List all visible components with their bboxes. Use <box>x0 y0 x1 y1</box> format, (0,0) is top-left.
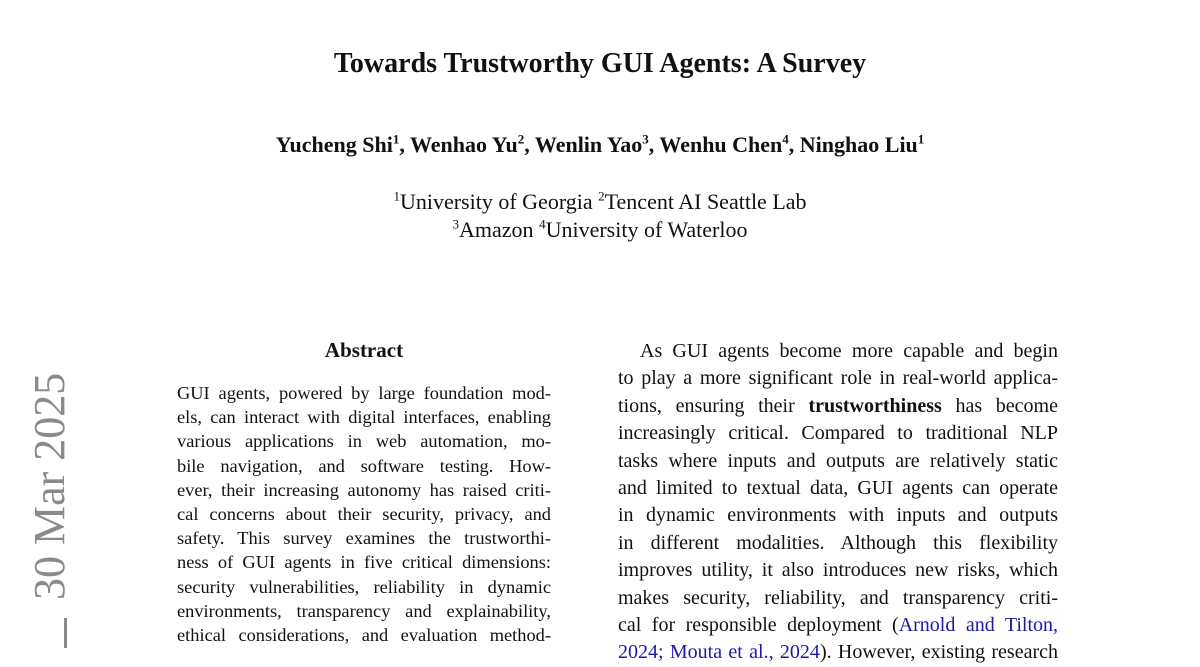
abstract-line: ever, their increasing autonomy has raised criti- <box>177 479 551 500</box>
abstract-line: security vulnerabilities, reliability in dynamic <box>177 576 551 597</box>
paper-title: Towards Trustworthy GUI Agents: A Survey <box>333 48 867 79</box>
arxiv-sidebar <box>25 372 74 648</box>
abstract-line: cal concerns about their security, privacy, and <box>177 503 551 524</box>
affiliations-line-1: $^1$University of Georgia $^2$Tencent AI Seattle Lab <box>393 188 807 214</box>
abstract-line: environments, transparency and explainability, <box>177 600 551 621</box>
intro-line: to play a more significant role in real-world applica- <box>618 367 1058 390</box>
intro-line: improves utility, it also introduces new risks, which <box>618 559 1058 582</box>
abstract-heading: Abstract <box>324 338 404 362</box>
sidebar-divider <box>64 618 67 648</box>
abstract-line: ethical considerations, and evaluation method- <box>177 624 551 645</box>
intro-line: 2024; Mouta et al., 2024). However, existing research <box>618 641 1059 664</box>
abstract-line: safety. This survey examines the trustworthi- <box>177 528 551 549</box>
author: Wenhao Yu$^2$, <box>409 131 535 157</box>
author: Wenlin Yao$^3$, <box>534 131 660 157</box>
intro-line: and limited to textual data, GUI agents can operate <box>618 476 1058 499</box>
intro-line: in different modalities. Although this flexibility <box>618 531 1058 554</box>
intro-line: cal for responsible deployment (Arnold and Tilton, <box>618 613 1059 636</box>
abstract-line: various applications in web automation, mo- <box>177 431 551 452</box>
author: Wenhu Chen$^4$, <box>659 131 800 157</box>
intro-line: in dynamic environments with inputs and outputs <box>618 504 1058 527</box>
abstract-line: els, can interact with digital interfaces, enabling <box>177 407 551 428</box>
emphasis-trustworthiness: trustworthiness <box>808 394 942 417</box>
citation-link[interactable]: 2024; Mouta et al., 2024 <box>618 641 820 664</box>
abstract-line: GUI agents, powered by large foundation mod- <box>177 383 551 403</box>
author: Yucheng Shi$^1$, <box>275 131 410 157</box>
citation-link[interactable]: Arnold and Tilton, <box>898 613 1059 636</box>
intro-line: As GUI agents become more capable and begin <box>640 340 1058 362</box>
affiliations-line-2: $^3$Amazon $^4$University of Waterloo <box>452 216 748 242</box>
abstract-body <box>177 381 551 647</box>
abstract-line: bile navigation, and software testing. How- <box>177 455 551 476</box>
author: Ninghao Liu$^1$ <box>799 131 925 157</box>
intro-line: increasingly critical. Compared to traditional NLP <box>618 422 1058 445</box>
abstract-line: ness of GUI agents in five critical dimensions: <box>177 552 551 573</box>
intro-line: tions, ensuring their trustworthiness has become <box>618 394 1058 417</box>
author-list <box>0 131 1200 159</box>
introduction-body <box>618 338 1058 667</box>
intro-line: tasks where inputs and outputs are relatively static <box>618 449 1058 472</box>
arxiv-date-stamp: 30 Mar 2025 <box>25 372 74 600</box>
intro-line: makes security, reliability, and transparency criti- <box>618 586 1058 609</box>
